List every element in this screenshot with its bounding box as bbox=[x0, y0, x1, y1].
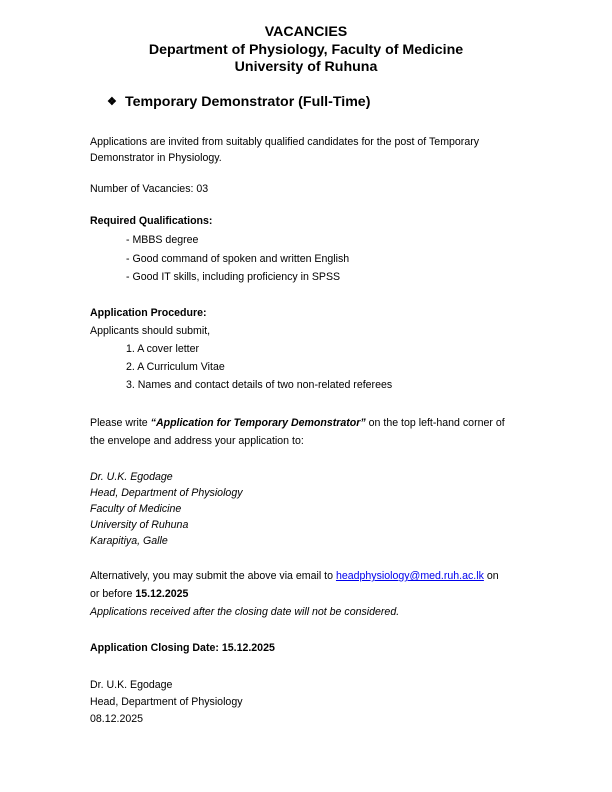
qualifications-section bbox=[90, 213, 570, 287]
procedure-lead: Applicants should submit, bbox=[90, 325, 211, 337]
address-line: Faculty of Medicine bbox=[90, 503, 182, 515]
signature-title: Head, Department of Physiology bbox=[90, 696, 243, 708]
address-line: University of Ruhuna bbox=[90, 519, 189, 531]
envelope-label-text: “Application for Temporary Demonstrator” bbox=[150, 417, 366, 429]
closing-date: Application Closing Date: 15.12.2025 bbox=[90, 642, 275, 654]
late-application-warning: Applications received after the closing date will not be considered. bbox=[90, 606, 400, 618]
signature-block bbox=[90, 677, 570, 728]
procedure-item: 3. Names and contact details of two non-related referees bbox=[126, 379, 393, 391]
post-title bbox=[107, 93, 370, 111]
procedure-item: 1. A cover letter bbox=[126, 343, 200, 355]
email-line-2: or before 15.12.2025 bbox=[90, 588, 189, 600]
deadline-date: 15.12.2025 bbox=[135, 588, 189, 600]
address-line: Dr. U.K. Egodage bbox=[90, 471, 173, 483]
intro-line-2: Demonstrator in Physiology. bbox=[90, 152, 222, 164]
email-submission-note bbox=[90, 567, 570, 621]
procedure-heading: Application Procedure: bbox=[90, 307, 207, 319]
vacancies-count: Number of Vacancies: 03 bbox=[90, 183, 209, 195]
email-link[interactable]: headphysiology@med.ruh.ac.lk bbox=[335, 570, 484, 582]
post-title-text: Temporary Demonstrator (Full-Time) bbox=[125, 94, 371, 110]
procedure-item: 2. A Curriculum Vitae bbox=[126, 361, 225, 373]
header-university: University of Ruhuna bbox=[234, 59, 378, 75]
address-line: Karapitiya, Galle bbox=[90, 535, 168, 547]
procedure-section bbox=[90, 304, 570, 394]
intro-paragraph bbox=[90, 134, 570, 166]
email-line-1: Alternatively, you may submit the above via email to headphysiology@med.ruh.ac.lk on bbox=[90, 570, 499, 582]
diamond-bullet-icon: ❖ bbox=[107, 96, 117, 108]
signature-date: 08.12.2025 bbox=[90, 713, 144, 725]
instruction-paragraph bbox=[90, 414, 570, 450]
header-department: Department of Physiology, Faculty of Medicine bbox=[148, 41, 464, 58]
qualification-item: - Good IT skills, including proficiency in SPSS bbox=[126, 271, 341, 283]
instruction-line-2: the envelope and address your application to: bbox=[90, 435, 304, 447]
qualification-item: - Good command of spoken and written English bbox=[126, 252, 350, 265]
signature-name: Dr. U.K. Egodage bbox=[90, 679, 173, 691]
qualification-item: - MBBS degree bbox=[126, 234, 199, 246]
header-vacancies: VACANCIES bbox=[264, 24, 348, 40]
mailing-address bbox=[90, 469, 570, 549]
intro-line-1: Applications are invited from suitably qualified candidates for the post of Temporary bbox=[90, 136, 480, 148]
qualifications-heading: Required Qualifications: bbox=[90, 215, 213, 227]
instruction-line-1: Please write “Application for Temporary Demonstrator” on the top left-hand corner of bbox=[90, 417, 505, 429]
document-header bbox=[0, 24, 612, 77]
address-line: Head, Department of Physiology bbox=[90, 487, 243, 499]
